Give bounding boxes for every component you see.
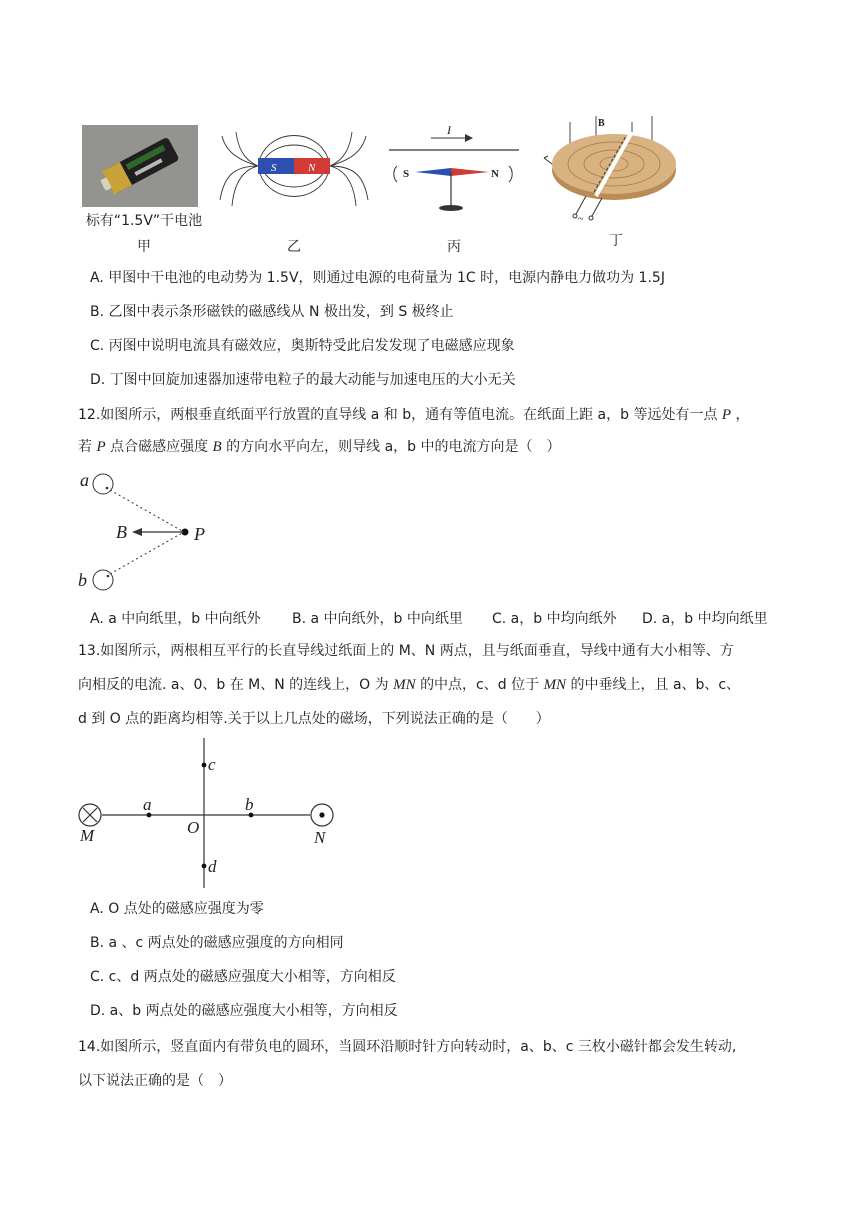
q12-text: 若 <box>78 439 92 455</box>
needle-s-label: S <box>403 168 410 180</box>
q14-stem-line2: 以下说法正确的是（ ） <box>78 1073 232 1089</box>
figure-ding-label: 丁 <box>609 233 623 249</box>
battery-photo <box>82 125 198 207</box>
q12-text: ， <box>735 407 750 423</box>
q13-option-a: A. O 点处的磁感应强度为零 <box>90 901 264 917</box>
q12-symbol-p: P <box>721 407 732 423</box>
q12-option-c: C. a，b 中均向纸外 <box>492 611 617 627</box>
q12-text: 12.如图所示，两根垂直纸面平行放置的直导线 a 和 b，通有等值电流。在纸面上距 a，b 等远处有一点 <box>78 407 718 423</box>
q11-option-b: B. 乙图中表示条形磁铁的磁感线从 N 极出发，到 S 极终止 <box>90 304 454 320</box>
q13-option-b: B. a 、c 两点处的磁感应强度的方向相同 <box>90 935 344 951</box>
q13-text: 向相反的电流. a、0、b 在 M、N 的连线上，O 为 <box>78 677 389 693</box>
magnet-n-label: N <box>308 162 316 174</box>
q12-option-d: D. a，b 中均向纸里 <box>642 611 768 627</box>
q13-diagram <box>74 736 344 892</box>
q12-wire-a-label: a <box>80 470 89 490</box>
q12-symbol-b: B <box>212 439 222 455</box>
q12-field-b-label: B <box>116 522 127 542</box>
q13-text: 的中垂线上，且 a、b、c、 <box>570 677 741 693</box>
needle-n-label: N <box>491 168 499 180</box>
q11-option-c: C. 丙图中说明电流具有磁效应，奥斯特受此启发发现了电磁感应现象 <box>90 338 515 354</box>
q12-option-a: A. a 中向纸里，b 中向纸外 <box>90 611 261 627</box>
q11-option-d: D. 丁图中回旋加速器加速带电粒子的最大动能与加速电压的大小无关 <box>90 372 516 388</box>
q13-stem-line3: d 到 O 点的距离均相等.关于以上几点处的磁场，下列说法正确的是（ ） <box>78 711 550 727</box>
battery-caption: 标有“1.5V”干电池 <box>85 213 203 229</box>
magnet-s-label: S <box>271 162 277 174</box>
q13-symbol-mn: MN <box>543 677 567 693</box>
figure-jia-label: 甲 <box>137 239 151 255</box>
q11-option-a: A. 甲图中干电池的电动势为 1.5V，则通过电源的电荷量为 1C 时，电源内静电力做功为 1.5J <box>90 270 665 286</box>
q13-stem-line2 <box>78 674 740 696</box>
q14-stem-line1: 14.如图所示，竖直面内有带负电的圆环，当圆环沿顺时针方向转动时，a、b、c 三枚小磁针都会发生转动, <box>78 1039 737 1055</box>
ac-symbol: ~ <box>578 214 584 224</box>
q12-stem-line2 <box>78 436 561 458</box>
q13-text: 的中点，c、d 位于 <box>420 677 540 693</box>
q13-option-c: C. c、d 两点处的磁感应强度大小相等，方向相反 <box>90 969 396 985</box>
field-b-label: B <box>598 118 605 129</box>
q12-symbol-p: P <box>96 439 106 455</box>
q13-point-m-label: M <box>80 826 95 845</box>
cyclotron-diagram <box>540 112 680 224</box>
q13-symbol-mn: MN <box>393 677 416 693</box>
q13-option-d: D. a、b 两点处的磁感应强度大小相等，方向相反 <box>90 1003 398 1019</box>
q13-point-c-label: c <box>208 755 216 774</box>
q12-stem-line1 <box>78 404 750 426</box>
q12-option-b: B. a 中向纸外，b 中向纸里 <box>292 611 463 627</box>
figure-bing-label: 丙 <box>447 239 461 255</box>
q12-diagram <box>74 466 224 596</box>
q13-point-d-label: d <box>208 857 217 876</box>
q12-text: 的方向水平向左，则导线 a，b 中的电流方向是（ ） <box>226 439 561 455</box>
q13-point-b-label: b <box>245 795 254 814</box>
q12-point-p-label: P <box>194 524 205 544</box>
q13-point-o-label: O <box>187 818 200 837</box>
q13-point-n-label: N <box>314 828 326 847</box>
oersted-diagram <box>385 124 525 218</box>
bar-magnet-diagram <box>214 130 374 210</box>
q13-stem-line1: 13.如图所示，两根相互平行的长直导线过纸面上的 M、N 两点，且与纸面垂直，导线中通有大小相等、方 <box>78 643 734 659</box>
q12-text: 点合磁感应强度 <box>110 439 209 455</box>
q12-wire-b-label: b <box>78 570 87 590</box>
figure-yi-label: 乙 <box>287 239 301 255</box>
q13-point-a-label: a <box>143 795 152 814</box>
current-i-label: I <box>447 124 451 137</box>
